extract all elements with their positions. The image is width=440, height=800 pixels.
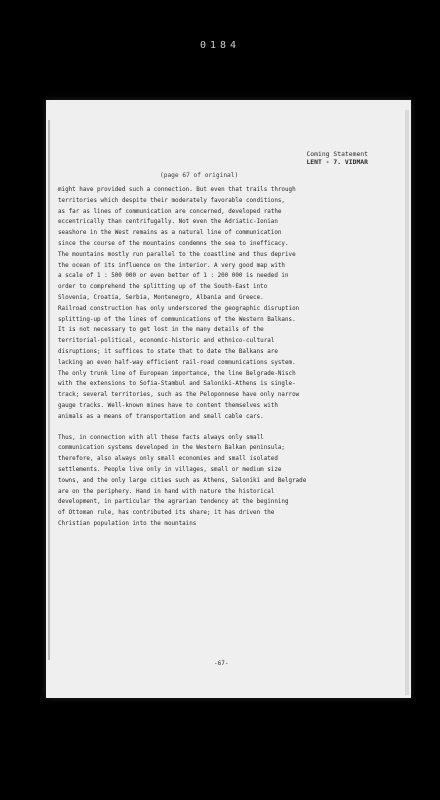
text-line: disruptions; it suffices to state that to date the Balkans are bbox=[58, 348, 278, 355]
text-line: seashore in the West remains as a natural line of communication bbox=[58, 230, 282, 237]
text-line: territorial-political, economic-historic and ethnico-cultural bbox=[58, 338, 275, 345]
body-text bbox=[58, 185, 385, 530]
paragraph-1 bbox=[58, 185, 385, 423]
page-number: -67- bbox=[214, 660, 229, 667]
text-line: It is not necessary to get lost in the many details of the bbox=[58, 327, 264, 334]
text-line: Christian population into the mountains bbox=[58, 520, 197, 527]
header-line-1: Coming Statement bbox=[306, 150, 368, 158]
text-line: since the course of the mountains condemns the sea to inefficacy. bbox=[58, 240, 289, 247]
text-line: Railroad construction has only underscored the geographic disruption bbox=[58, 305, 300, 312]
page-left-edge bbox=[48, 120, 50, 660]
page-right-edge bbox=[405, 110, 409, 695]
text-line: lacking an even half-way efficient rail-road communications system. bbox=[58, 359, 296, 366]
header-line-2: LENT - 7. VIDMAR bbox=[306, 158, 368, 166]
text-line: the ocean of its influence on the interior. A very good map with bbox=[58, 262, 285, 269]
text-line: of Ottoman rule, has contributed its share; it has driven the bbox=[58, 510, 275, 517]
text-line: with the extensions to Sofia-Stambul and Saloniki-Athens is single- bbox=[58, 381, 296, 388]
microfilm-frame-number: 0184 bbox=[199, 40, 241, 51]
text-line: as far as lines of communication are concerned, developed rathe bbox=[58, 208, 282, 215]
text-line: a scale of 1 : 500 000 or even better of 1 : 200 000 is needed in bbox=[58, 273, 289, 280]
paragraph-spacer bbox=[58, 423, 385, 433]
text-line: gauge tracks. Well-known mines have to content themselves with bbox=[58, 402, 278, 409]
text-line: towns, and the only large cities such as Athens, Saloniki and Belgrade bbox=[58, 477, 307, 484]
text-line: splitting-up of the lines of communications of the Western Balkans. bbox=[58, 316, 296, 323]
text-line: might have provided such a connection. But even that trails through bbox=[58, 187, 296, 193]
text-line: Thus, in connection with all these facts always only small bbox=[58, 434, 264, 441]
text-line: communication systems developed in the Western Balkan peninsula; bbox=[58, 445, 285, 452]
text-line: settlements. People live only in villages, small or medium size bbox=[58, 466, 282, 473]
text-line: therefore, also always only small economies and small isolated bbox=[58, 456, 278, 463]
document-header bbox=[306, 150, 368, 166]
text-line: animals as a means of transportation and small cable cars. bbox=[58, 413, 264, 420]
text-line: eccentrically than centrifugally. Not even the Adriatic-Ionian bbox=[58, 219, 278, 226]
text-line: Slovenia, Croatia, Serbia, Montenegro, Albania and Greece. bbox=[58, 294, 264, 301]
text-line: track; several territories, such as the Peloponnese have only narrow bbox=[58, 392, 300, 399]
text-line: The only trunk line of European importance, the line Belgrade-Nisch bbox=[58, 370, 296, 377]
text-line: development, in particular the agrarian tendency at the beginning bbox=[58, 499, 289, 506]
page-reference: (page 67 of original) bbox=[160, 172, 239, 179]
paragraph-2 bbox=[58, 433, 385, 530]
text-line: order to comprehend the splitting up of the South-East into bbox=[58, 284, 268, 291]
text-line: The mountains mostly run parallel to the coastline and thus deprive bbox=[58, 251, 296, 258]
text-line: are on the periphery. Hand in hand with nature the historical bbox=[58, 488, 275, 495]
text-line: territories which despite their moderately favorable conditions, bbox=[58, 197, 285, 204]
